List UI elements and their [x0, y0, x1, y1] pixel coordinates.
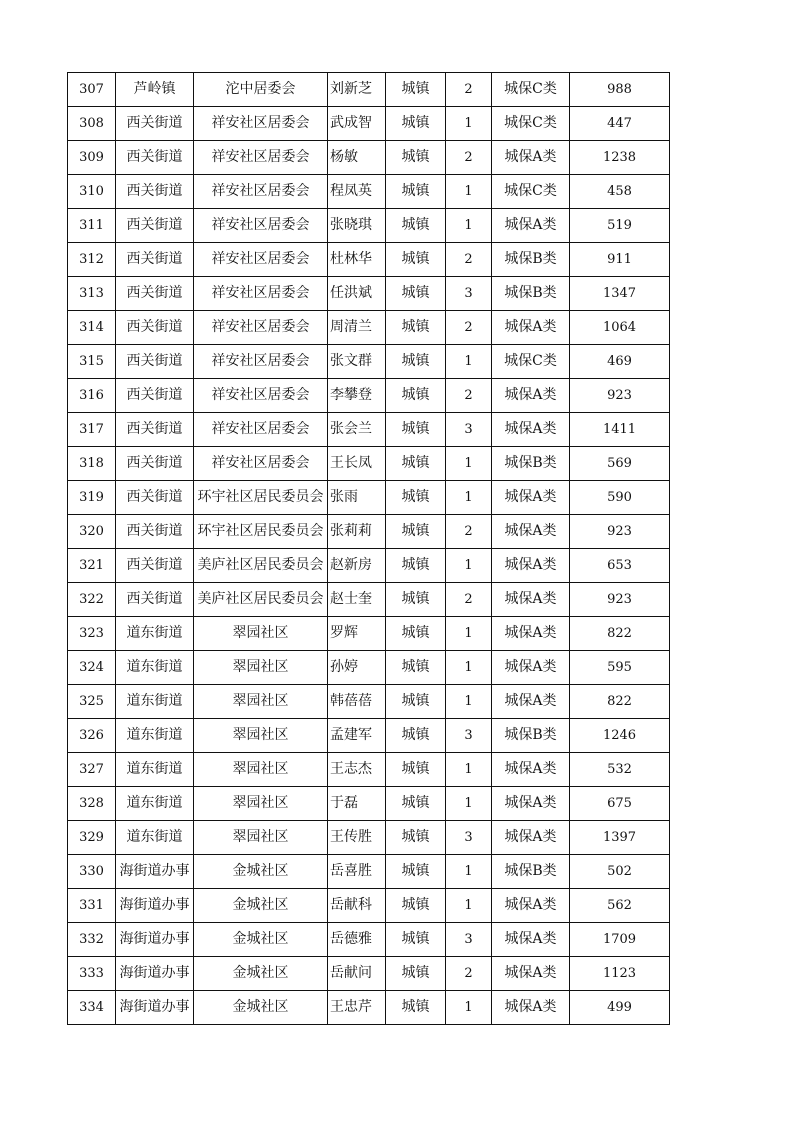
- cell-row-number: 325: [68, 685, 116, 719]
- cell-insurance-type: 城保C类: [492, 345, 570, 379]
- cell-row-number: 307: [68, 73, 116, 107]
- cell-person-name: 于磊: [328, 787, 386, 821]
- cell-committee: 祥安社区居委会: [194, 379, 328, 413]
- cell-row-number: 332: [68, 923, 116, 957]
- cell-row-number: 321: [68, 549, 116, 583]
- cell-committee: 祥安社区居委会: [194, 311, 328, 345]
- table-row: [68, 685, 670, 719]
- cell-amount: 675: [570, 787, 670, 821]
- table-row: [68, 821, 670, 855]
- cell-committee: 祥安社区居委会: [194, 175, 328, 209]
- cell-township: 道东街道: [116, 651, 194, 685]
- cell-row-number: 331: [68, 889, 116, 923]
- cell-category: 城镇: [386, 73, 446, 107]
- cell-amount: 923: [570, 379, 670, 413]
- cell-household-count: 3: [446, 923, 492, 957]
- cell-committee: 翠园社区: [194, 651, 328, 685]
- cell-insurance-type: 城保B类: [492, 447, 570, 481]
- cell-committee: 环宇社区居民委员会: [194, 515, 328, 549]
- cell-household-count: 3: [446, 719, 492, 753]
- cell-person-name: 岳献科: [328, 889, 386, 923]
- cell-household-count: 1: [446, 481, 492, 515]
- cell-amount: 499: [570, 991, 670, 1025]
- cell-committee: 翠园社区: [194, 719, 328, 753]
- cell-amount: 1238: [570, 141, 670, 175]
- cell-category: 城镇: [386, 651, 446, 685]
- cell-insurance-type: 城保B类: [492, 719, 570, 753]
- cell-committee: 美庐社区居民委员会: [194, 549, 328, 583]
- cell-person-name: 韩蓓蓓: [328, 685, 386, 719]
- cell-township: 海街道办事: [116, 889, 194, 923]
- cell-amount: 1709: [570, 923, 670, 957]
- cell-township: 西关街道: [116, 447, 194, 481]
- cell-committee: 金城社区: [194, 889, 328, 923]
- cell-amount: 1064: [570, 311, 670, 345]
- cell-township: 西关街道: [116, 549, 194, 583]
- cell-person-name: 王传胜: [328, 821, 386, 855]
- cell-household-count: 3: [446, 277, 492, 311]
- cell-committee: 翠园社区: [194, 787, 328, 821]
- cell-insurance-type: 城保A类: [492, 889, 570, 923]
- cell-household-count: 1: [446, 685, 492, 719]
- cell-amount: 923: [570, 583, 670, 617]
- cell-category: 城镇: [386, 855, 446, 889]
- cell-household-count: 2: [446, 141, 492, 175]
- cell-amount: 1411: [570, 413, 670, 447]
- table-row: [68, 413, 670, 447]
- cell-category: 城镇: [386, 583, 446, 617]
- cell-household-count: 2: [446, 243, 492, 277]
- cell-household-count: 2: [446, 73, 492, 107]
- cell-person-name: 武成智: [328, 107, 386, 141]
- cell-amount: 822: [570, 617, 670, 651]
- cell-household-count: 1: [446, 447, 492, 481]
- cell-person-name: 程凤英: [328, 175, 386, 209]
- cell-category: 城镇: [386, 549, 446, 583]
- cell-person-name: 王长凤: [328, 447, 386, 481]
- cell-household-count: 1: [446, 787, 492, 821]
- cell-category: 城镇: [386, 481, 446, 515]
- table-row: [68, 617, 670, 651]
- cell-category: 城镇: [386, 821, 446, 855]
- cell-insurance-type: 城保C类: [492, 73, 570, 107]
- cell-insurance-type: 城保A类: [492, 753, 570, 787]
- cell-insurance-type: 城保A类: [492, 481, 570, 515]
- cell-committee: 翠园社区: [194, 753, 328, 787]
- cell-committee: 翠园社区: [194, 685, 328, 719]
- cell-committee: 美庐社区居民委员会: [194, 583, 328, 617]
- cell-amount: 590: [570, 481, 670, 515]
- cell-category: 城镇: [386, 311, 446, 345]
- cell-township: 道东街道: [116, 685, 194, 719]
- cell-category: 城镇: [386, 243, 446, 277]
- cell-row-number: 316: [68, 379, 116, 413]
- cell-township: 西关街道: [116, 345, 194, 379]
- table-row: [68, 107, 670, 141]
- cell-amount: 502: [570, 855, 670, 889]
- cell-township: 芦岭镇: [116, 73, 194, 107]
- cell-committee: 祥安社区居委会: [194, 345, 328, 379]
- cell-insurance-type: 城保B类: [492, 277, 570, 311]
- cell-row-number: 334: [68, 991, 116, 1025]
- cell-insurance-type: 城保A类: [492, 209, 570, 243]
- cell-household-count: 3: [446, 821, 492, 855]
- cell-household-count: 1: [446, 617, 492, 651]
- cell-row-number: 311: [68, 209, 116, 243]
- cell-amount: 911: [570, 243, 670, 277]
- cell-amount: 1123: [570, 957, 670, 991]
- cell-category: 城镇: [386, 175, 446, 209]
- cell-row-number: 313: [68, 277, 116, 311]
- table-body: [68, 73, 670, 1025]
- cell-township: 西关街道: [116, 277, 194, 311]
- cell-committee: 祥安社区居委会: [194, 107, 328, 141]
- cell-category: 城镇: [386, 923, 446, 957]
- cell-committee: 金城社区: [194, 991, 328, 1025]
- cell-committee: 祥安社区居委会: [194, 243, 328, 277]
- cell-household-count: 1: [446, 107, 492, 141]
- cell-insurance-type: 城保B类: [492, 243, 570, 277]
- cell-row-number: 319: [68, 481, 116, 515]
- cell-category: 城镇: [386, 889, 446, 923]
- cell-category: 城镇: [386, 515, 446, 549]
- cell-row-number: 330: [68, 855, 116, 889]
- cell-household-count: 2: [446, 379, 492, 413]
- cell-amount: 458: [570, 175, 670, 209]
- table-row: [68, 447, 670, 481]
- cell-insurance-type: 城保A类: [492, 311, 570, 345]
- cell-insurance-type: 城保A类: [492, 413, 570, 447]
- cell-person-name: 王志杰: [328, 753, 386, 787]
- cell-category: 城镇: [386, 447, 446, 481]
- cell-person-name: 岳喜胜: [328, 855, 386, 889]
- cell-person-name: 赵新房: [328, 549, 386, 583]
- table-row: [68, 345, 670, 379]
- cell-person-name: 张莉莉: [328, 515, 386, 549]
- table-row: [68, 991, 670, 1025]
- cell-township: 道东街道: [116, 821, 194, 855]
- cell-person-name: 杜林华: [328, 243, 386, 277]
- cell-committee: 祥安社区居委会: [194, 209, 328, 243]
- cell-township: 海街道办事: [116, 923, 194, 957]
- cell-person-name: 杨敏: [328, 141, 386, 175]
- cell-row-number: 329: [68, 821, 116, 855]
- cell-row-number: 327: [68, 753, 116, 787]
- cell-category: 城镇: [386, 787, 446, 821]
- cell-committee: 祥安社区居委会: [194, 141, 328, 175]
- cell-amount: 822: [570, 685, 670, 719]
- cell-person-name: 周清兰: [328, 311, 386, 345]
- cell-insurance-type: 城保A类: [492, 379, 570, 413]
- cell-township: 海街道办事: [116, 991, 194, 1025]
- cell-person-name: 岳德雅: [328, 923, 386, 957]
- cell-committee: 翠园社区: [194, 821, 328, 855]
- cell-row-number: 323: [68, 617, 116, 651]
- cell-amount: 519: [570, 209, 670, 243]
- cell-insurance-type: 城保A类: [492, 821, 570, 855]
- cell-household-count: 1: [446, 345, 492, 379]
- data-table: [67, 72, 670, 1025]
- cell-insurance-type: 城保A类: [492, 651, 570, 685]
- table-row: [68, 141, 670, 175]
- table-row: [68, 753, 670, 787]
- cell-committee: 祥安社区居委会: [194, 447, 328, 481]
- cell-household-count: 2: [446, 957, 492, 991]
- cell-category: 城镇: [386, 719, 446, 753]
- cell-household-count: 1: [446, 549, 492, 583]
- cell-insurance-type: 城保C类: [492, 107, 570, 141]
- cell-row-number: 322: [68, 583, 116, 617]
- cell-row-number: 320: [68, 515, 116, 549]
- cell-insurance-type: 城保A类: [492, 787, 570, 821]
- cell-insurance-type: 城保B类: [492, 855, 570, 889]
- cell-row-number: 312: [68, 243, 116, 277]
- cell-row-number: 315: [68, 345, 116, 379]
- cell-township: 西关街道: [116, 175, 194, 209]
- cell-township: 西关街道: [116, 379, 194, 413]
- table-row: [68, 889, 670, 923]
- cell-category: 城镇: [386, 379, 446, 413]
- cell-household-count: 1: [446, 855, 492, 889]
- cell-person-name: 赵士奎: [328, 583, 386, 617]
- cell-row-number: 317: [68, 413, 116, 447]
- cell-township: 西关街道: [116, 107, 194, 141]
- table-row: [68, 549, 670, 583]
- cell-amount: 988: [570, 73, 670, 107]
- cell-category: 城镇: [386, 413, 446, 447]
- table-row: [68, 787, 670, 821]
- cell-category: 城镇: [386, 141, 446, 175]
- cell-township: 西关街道: [116, 481, 194, 515]
- cell-amount: 595: [570, 651, 670, 685]
- cell-committee: 金城社区: [194, 957, 328, 991]
- cell-person-name: 张会兰: [328, 413, 386, 447]
- cell-row-number: 324: [68, 651, 116, 685]
- table-row: [68, 651, 670, 685]
- cell-person-name: 张晓琪: [328, 209, 386, 243]
- cell-category: 城镇: [386, 209, 446, 243]
- cell-household-count: 1: [446, 651, 492, 685]
- cell-row-number: 318: [68, 447, 116, 481]
- cell-township: 西关街道: [116, 583, 194, 617]
- cell-committee: 金城社区: [194, 923, 328, 957]
- cell-amount: 1246: [570, 719, 670, 753]
- cell-amount: 532: [570, 753, 670, 787]
- cell-insurance-type: 城保A类: [492, 957, 570, 991]
- cell-category: 城镇: [386, 991, 446, 1025]
- table-row: [68, 719, 670, 753]
- cell-person-name: 岳献问: [328, 957, 386, 991]
- cell-category: 城镇: [386, 957, 446, 991]
- table-row: [68, 209, 670, 243]
- cell-committee: 祥安社区居委会: [194, 277, 328, 311]
- cell-amount: 653: [570, 549, 670, 583]
- cell-township: 西关街道: [116, 515, 194, 549]
- cell-insurance-type: 城保A类: [492, 583, 570, 617]
- cell-household-count: 2: [446, 583, 492, 617]
- cell-township: 道东街道: [116, 787, 194, 821]
- table-row: [68, 583, 670, 617]
- cell-township: 道东街道: [116, 719, 194, 753]
- cell-amount: 562: [570, 889, 670, 923]
- cell-household-count: 1: [446, 209, 492, 243]
- cell-township: 西关街道: [116, 209, 194, 243]
- cell-person-name: 孙婷: [328, 651, 386, 685]
- cell-township: 西关街道: [116, 311, 194, 345]
- cell-township: 西关街道: [116, 413, 194, 447]
- cell-person-name: 张文群: [328, 345, 386, 379]
- cell-household-count: 1: [446, 175, 492, 209]
- table-row: [68, 923, 670, 957]
- cell-row-number: 314: [68, 311, 116, 345]
- cell-amount: 469: [570, 345, 670, 379]
- table-row: [68, 855, 670, 889]
- table-row: [68, 243, 670, 277]
- cell-person-name: 李攀登: [328, 379, 386, 413]
- cell-category: 城镇: [386, 617, 446, 651]
- cell-household-count: 1: [446, 991, 492, 1025]
- table-row: [68, 277, 670, 311]
- cell-insurance-type: 城保A类: [492, 923, 570, 957]
- table-row: [68, 957, 670, 991]
- cell-category: 城镇: [386, 685, 446, 719]
- cell-amount: 923: [570, 515, 670, 549]
- cell-row-number: 328: [68, 787, 116, 821]
- cell-township: 海街道办事: [116, 855, 194, 889]
- cell-category: 城镇: [386, 753, 446, 787]
- cell-insurance-type: 城保A类: [492, 617, 570, 651]
- cell-category: 城镇: [386, 345, 446, 379]
- cell-person-name: 罗辉: [328, 617, 386, 651]
- cell-person-name: 刘新芝: [328, 73, 386, 107]
- table-row: [68, 73, 670, 107]
- cell-committee: 环宇社区居民委员会: [194, 481, 328, 515]
- cell-category: 城镇: [386, 277, 446, 311]
- cell-township: 西关街道: [116, 243, 194, 277]
- cell-household-count: 2: [446, 515, 492, 549]
- cell-household-count: 3: [446, 413, 492, 447]
- cell-insurance-type: 城保A类: [492, 515, 570, 549]
- cell-household-count: 1: [446, 889, 492, 923]
- cell-person-name: 王忠芹: [328, 991, 386, 1025]
- cell-committee: 金城社区: [194, 855, 328, 889]
- cell-row-number: 310: [68, 175, 116, 209]
- table-row: [68, 515, 670, 549]
- cell-amount: 447: [570, 107, 670, 141]
- cell-insurance-type: 城保A类: [492, 991, 570, 1025]
- table-row: [68, 175, 670, 209]
- cell-row-number: 308: [68, 107, 116, 141]
- table-row: [68, 481, 670, 515]
- cell-committee: 祥安社区居委会: [194, 413, 328, 447]
- cell-row-number: 333: [68, 957, 116, 991]
- cell-amount: 569: [570, 447, 670, 481]
- cell-township: 海街道办事: [116, 957, 194, 991]
- cell-person-name: 张雨: [328, 481, 386, 515]
- cell-committee: 翠园社区: [194, 617, 328, 651]
- cell-township: 西关街道: [116, 141, 194, 175]
- cell-person-name: 孟建军: [328, 719, 386, 753]
- cell-township: 道东街道: [116, 753, 194, 787]
- table-row: [68, 311, 670, 345]
- cell-insurance-type: 城保A类: [492, 685, 570, 719]
- cell-category: 城镇: [386, 107, 446, 141]
- cell-township: 道东街道: [116, 617, 194, 651]
- cell-row-number: 309: [68, 141, 116, 175]
- cell-row-number: 326: [68, 719, 116, 753]
- cell-amount: 1347: [570, 277, 670, 311]
- table-row: [68, 379, 670, 413]
- cell-insurance-type: 城保C类: [492, 175, 570, 209]
- cell-household-count: 2: [446, 311, 492, 345]
- cell-insurance-type: 城保A类: [492, 549, 570, 583]
- cell-committee: 沱中居委会: [194, 73, 328, 107]
- cell-amount: 1397: [570, 821, 670, 855]
- cell-insurance-type: 城保A类: [492, 141, 570, 175]
- cell-person-name: 任洪斌: [328, 277, 386, 311]
- cell-household-count: 1: [446, 753, 492, 787]
